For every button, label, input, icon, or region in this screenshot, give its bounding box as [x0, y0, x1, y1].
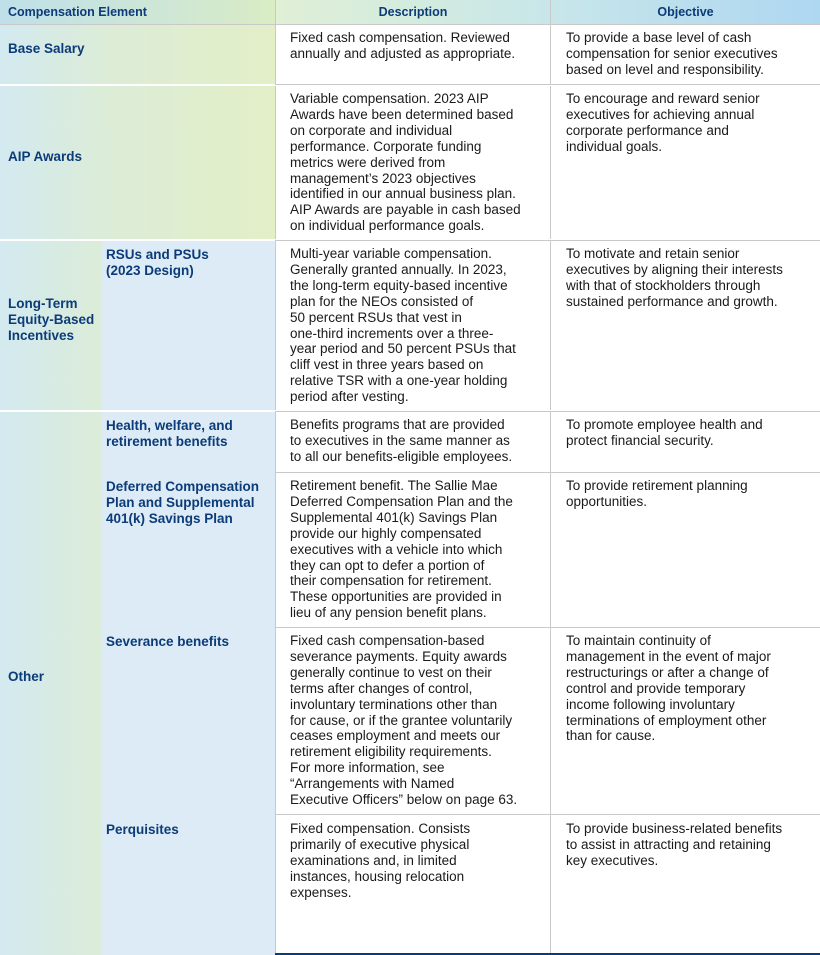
objective-aip-awards: To encourage and reward senior executives for achieving annual corporate performance and individual goals.: [566, 91, 760, 154]
objective-health: To promote employee health and protect financial security.: [566, 417, 763, 448]
sub-element-health: Health, welfare, and retirement benefits: [106, 418, 233, 449]
column-divider-2: [550, 0, 551, 955]
description-aip-awards: Variable compensation. 2023 AIP Awards have been determined based on corporate and individual performance. Corporate funding metrics were derived from management’s 2023 objectives identified in our annual business plan. AIP Awards are payable in cash based on individual performance goals.: [290, 91, 521, 234]
left-band-base-aip: [0, 25, 275, 239]
element-long-term: Long-Term Equity-Based Incentives: [8, 296, 95, 343]
objective-deferred-compensation: To provide retirement planning opportunities.: [566, 478, 748, 509]
header-objective-label: Objective: [657, 5, 714, 19]
sub-element-deferred-compensation: Deferred Compensation Plan and Supplemental 401(k) Savings Plan: [106, 479, 260, 526]
description-base-salary: Fixed cash compensation. Reviewed annually and adjusted as appropriate.: [290, 30, 516, 61]
row-divider: [275, 411, 820, 412]
column-divider-1: [275, 0, 276, 955]
description-long-term: Multi-year variable compensation. Generally granted annually. In 2023, the long-term equity-based incentive plan for the NEOs consisted of 50 percent RSUs that vest in one-third increments over a three- year period and 50 percent PSUs that cliff vest in three years based on relative TSR with a one-year holding period after vesting.: [290, 246, 516, 405]
description-severance: Fixed cash compensation-based severance payments. Equity awards generally continue to vest on their terms after changes of control, involuntary terminations other than for cause, or if the grantee voluntarily ceases employment and meets our retirement eligibility requirements. For more information, see “Arrangements with Named Executive Officers” below on page 63.: [290, 633, 518, 808]
objective-base-salary: To provide a base level of cash compensation for senior executives based on level and responsibility.: [566, 30, 778, 77]
header-compensation-element: [0, 0, 275, 24]
sub-element-perquisites: Perquisites: [106, 822, 179, 837]
description-health: Benefits programs that are provided to executives in the same manner as to all our benefits-eligible employees.: [290, 417, 513, 464]
objective-severance: To maintain continuity of management in the event of major restructurings or after a change of control and provide temporary income following involuntary terminations of employment other than for cause.: [566, 633, 771, 744]
header-description: [276, 0, 550, 24]
header-element-label: Compensation Element: [8, 5, 147, 19]
element-base-salary: Base Salary: [8, 41, 85, 56]
row-divider: [275, 84, 820, 85]
description-perquisites: Fixed compensation. Consists primarily of executive physical examinations and, in limited instances, housing relocation expenses.: [290, 821, 471, 900]
row-divider: [275, 240, 820, 241]
objective-long-term: To motivate and retain senior executives by aligning their interests with that of stockholders through sustained performance and growth.: [566, 246, 783, 309]
header-objective: [551, 0, 820, 24]
sub-element-severance: Severance benefits: [106, 634, 230, 649]
element-other: Other: [8, 669, 45, 684]
sub-element-rsus-psus: RSUs and PSUs (2023 Design): [106, 247, 209, 278]
row-divider: [275, 472, 820, 473]
description-deferred-compensation: Retirement benefit. The Sallie Mae Deferred Compensation Plan and the Supplemental 401(k) Savings Plan provide our highly compensated executives with a vehicle into which they can opt to defer a portion of their compensation for retirement. These opportunities are provided in lieu of any pension benefit plans.: [290, 478, 513, 621]
row-divider: [275, 627, 820, 628]
objective-perquisites: To provide business-related benefits to assist in attracting and retaining key executives.: [566, 821, 783, 868]
element-aip-awards: AIP Awards: [8, 149, 83, 164]
row-divider: [275, 814, 820, 815]
header-description-label: Description: [378, 5, 448, 19]
row-divider: [0, 24, 820, 25]
